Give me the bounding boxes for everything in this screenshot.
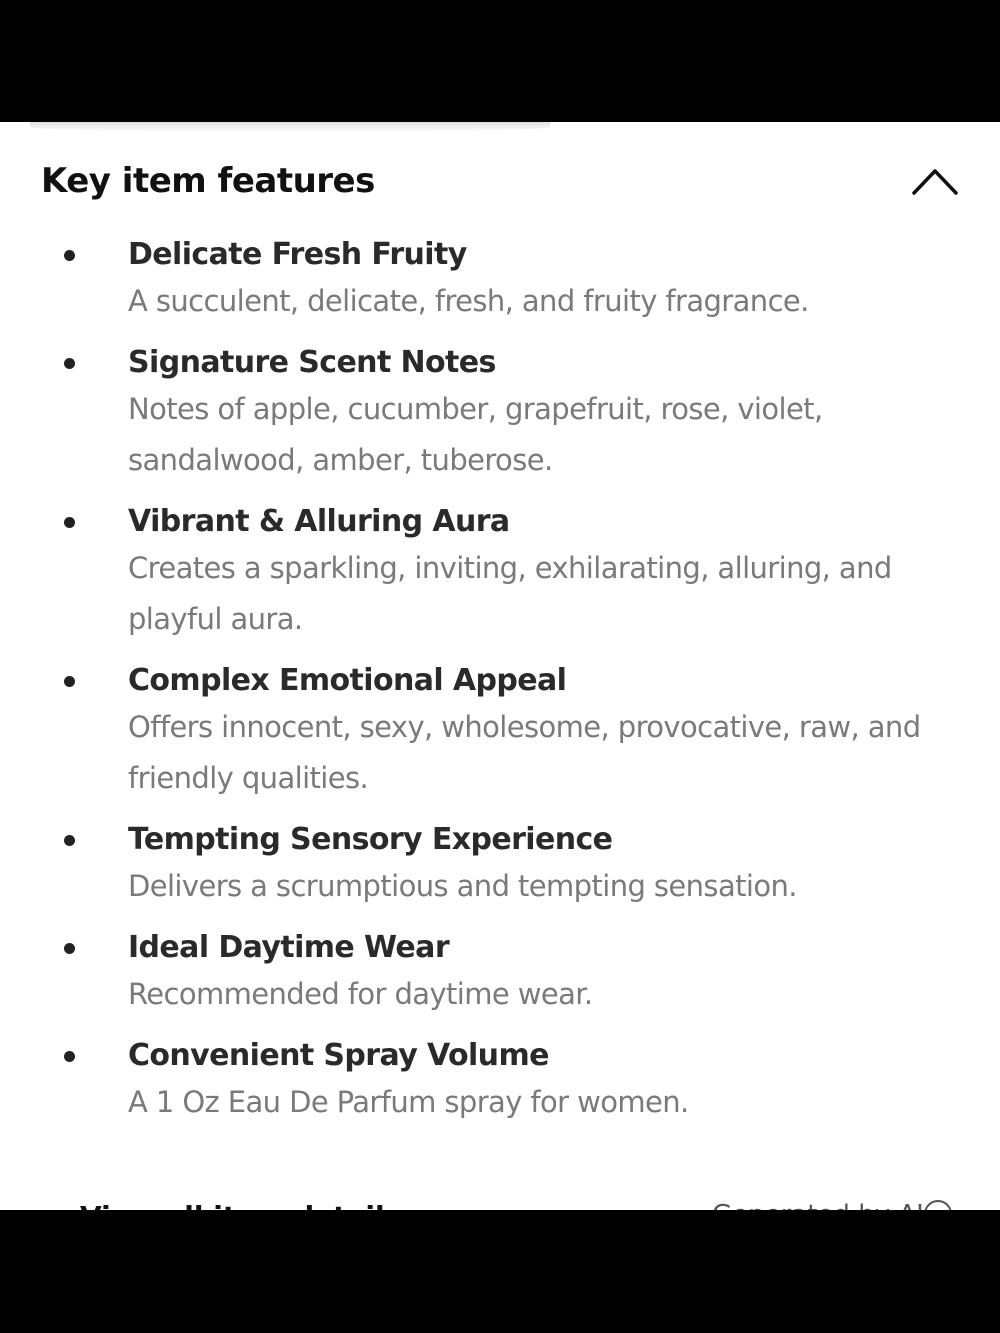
bullet-icon: [64, 835, 75, 846]
feature-description: Delivers a scrumptious and tempting sensation.: [128, 869, 797, 903]
key-features-panel: [0, 122, 1000, 1210]
feature-title: Convenient Spray Volume: [128, 1038, 549, 1073]
bullet-icon: [64, 676, 75, 687]
bullet-icon: [64, 517, 75, 528]
bullet-icon: [64, 250, 75, 261]
feature-title: Vibrant & Alluring Aura: [128, 504, 510, 539]
section-header[interactable]: [41, 158, 961, 206]
bottom-black-bar: [0, 1210, 1000, 1333]
feature-description: Recommended for daytime wear.: [128, 977, 593, 1011]
collapse-button[interactable]: [909, 158, 961, 204]
feature-description: Creates a sparkling, inviting, exhilarating, alluring, and playful aura.: [128, 551, 892, 636]
bullet-icon: [64, 1051, 75, 1062]
feature-title: Complex Emotional Appeal: [128, 663, 567, 698]
feature-item: [0, 925, 1000, 1020]
feature-item: [0, 232, 1000, 327]
feature-title: Tempting Sensory Experience: [128, 822, 613, 857]
feature-description: Offers innocent, sexy, wholesome, provocative, raw, and friendly qualities.: [128, 710, 921, 795]
chevron-up-icon: [912, 167, 958, 195]
feature-item: [0, 817, 1000, 912]
feature-item: [0, 1033, 1000, 1128]
feature-item: [0, 499, 1000, 645]
feature-description: Notes of apple, cucumber, grapefruit, rose, violet, sandalwood, amber, tuberose.: [128, 392, 823, 477]
bullet-icon: [64, 943, 75, 954]
feature-list: [0, 232, 1000, 1141]
feature-title: Delicate Fresh Fruity: [128, 237, 467, 272]
card-shadow-edge: [30, 122, 550, 132]
feature-item: [0, 340, 1000, 486]
feature-item: [0, 658, 1000, 804]
feature-title: Signature Scent Notes: [128, 345, 496, 380]
feature-description: A succulent, delicate, fresh, and fruity fragrance.: [128, 284, 809, 318]
bullet-icon: [64, 358, 75, 369]
top-black-bar: [0, 0, 1000, 122]
feature-description: A 1 Oz Eau De Parfum spray for women.: [128, 1085, 689, 1119]
section-title: Key item features: [41, 161, 375, 201]
feature-title: Ideal Daytime Wear: [128, 930, 450, 965]
